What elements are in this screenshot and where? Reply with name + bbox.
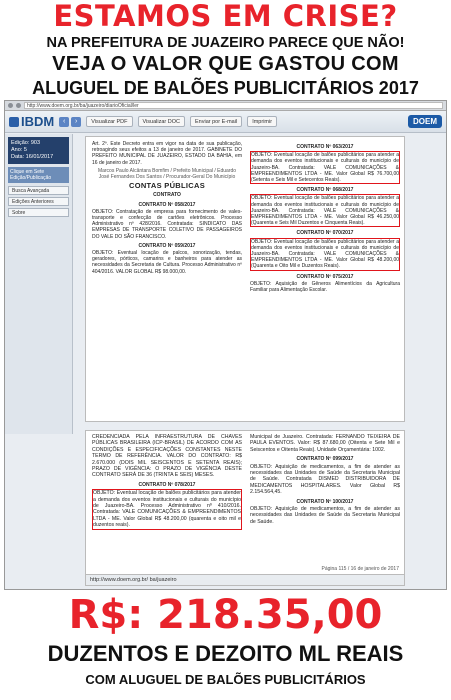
document-page-bottom [85,430,405,586]
sidebar-item-edicoes[interactable]: Edições Anteriores [8,197,69,206]
doc-column-left [92,434,242,530]
banner-line-3: ALUGUEL DE BALÕES PUBLICITÁRIOS 2017 [32,78,419,98]
page-info: Página 115 / 16 de janeiro de 2017 [321,566,399,572]
sidebar [5,134,73,434]
contract-text: OBJETO: Aquisição de medicamentos, a fim de atender as necessidades das Unidades de Saúde da Secretaria Municipal de Saúde. [250,506,400,525]
banner-line-1: NA PREFEITURA DE JUAZEIRO PARECE QUE NÃO! [46,35,405,51]
total-amount: R$: 218.35,00 [68,592,383,638]
highlighted-contract-text: OBJETO: Eventual locação de balões publicitários para atender a demanda dos eventos institucionais e culturais do município de Juazeiro-BA. Contratada: VALE COMUNICAÇÕES & EMPREENDIMENTOS LTDA - ME. Valor Global R$ 76.700,00 (Setenta e Seis Mil e Setecentos Reais). [251,152,399,184]
doc-column-right [250,141,400,293]
contract-text: OBJETO: Aquisição de Gêneros Alimentícios da Agricultura Familiar para Alimentação Escolar. [250,280,400,294]
highlighted-contract-text: OBJETO: Eventual locação de balões publicitários para atender a demanda dos eventos institucionais e culturais do município de Juazeiro-BA. Processo Administrativo nº 410/2016. Contratada: VALE COMUNICAÇÕES & EMPREENDIMENTOS LTDA - ME. Valor Global R$ 48.200,00 (quarenta e oito mil e duzentos reais). [93,490,241,529]
app-toolbar [5,111,446,133]
send-email-button[interactable]: Enviar por E-mail [190,116,242,127]
contract-title: CONTRATO Nº 099/2017 [296,456,354,463]
ibdm-logo-icon [9,117,19,127]
footer-caption: COM ALUGUEL DE BALÕES PUBLICITÁRIOS [85,672,366,687]
highlighted-contract-text: OBJETO: Eventual locação de balões publicitários para atender a demanda dos eventos institucionais e culturais do município de Juazeiro-BA. Contratada: VALE COMUNICAÇÕES & EMPREENDIMENTOS LTDA - ME. Valor Global R$ 48.200,00 (Quarenta e Oito Mil e Duzentos Reais). [251,238,399,270]
contract-title: CONTRATO Nº 070/2017 [296,230,354,237]
contract-title: CONTRATO Nº 059/2017 [138,242,196,249]
contract-title: CONTRATO Nº 078/2017 [138,481,196,488]
browser-url-bar [5,101,446,111]
doc-intro: Art. 2º. Este Decreto entra em vigor na data de sua publicação, retroagindo seus efeitos a 13 de janeiro de 2017. GABINETE DO PREFEITO MUNICIPAL DE JUAZEIRO, ESTADO DA BAHIA, em 16 de janeiro de 2017. [92,141,242,166]
prev-page-icon[interactable]: ‹ [59,117,69,127]
contract-title: CONTRATO Nº 075/2017 [296,273,354,280]
edition-box [8,137,69,164]
next-page-icon[interactable]: › [71,117,81,127]
contract-text: OBJETO: Eventual locação de palcos, sonorização, tendas, geradores, pórticos, camarins e banheiros para atender as necessidades da Secretaria de Cultura. Processo Administrativo nº 404/2016. VALOR GLOBAL R$ 98.000,00. [92,250,242,275]
headline: ESTAMOS EM CRISE? [53,0,398,33]
contract-title: CONTRATO Nº 063/2017 [296,144,354,150]
edition-number: Edição: 903 [11,140,41,146]
edition-year: Ano: 5 [11,147,27,153]
doc-text: Municipal de Juazeiro. Contratada: FERNANDO TEIXEIRA DE PAULA EVENTOS. Valor: R$ 87.680,00 (Oitenta e Sete Mil e Seiscentos e Oitenta Reais). Unidade Orçamentária: 1002. [250,434,400,453]
screenshot-panel [4,100,447,590]
section-subtitle: CONTRATO [153,192,181,199]
ibdm-logo-text: IBDM [21,114,55,129]
section-title: CONTAS PÚBLICAS [128,181,206,191]
sidebar-item-sobre[interactable]: Sobre [8,208,69,217]
contract-title: CONTRATO Nº 068/2017 [296,187,354,194]
view-doc-button[interactable]: Visualizar DOC [138,116,186,127]
contract-text: OBJETO: Aquisição de medicamentos, a fim de atender as necessidades das Unidades de Saúde da Secretaria Municipal de Saúde. Contratada DISMED DISTRIBUIDORA DE MEDICAMENTOS HOSPITALARES. Valor Global R$ 2.154.564,45. [250,463,400,496]
view-pdf-button[interactable]: Visualizar PDF [86,116,132,127]
viewer-body [5,134,446,590]
doc-signatures: Marcos Paulo Alcântara Bomfim / Prefeito Municipal / Eduardo José Fernandes Dos Santos / Procurador-Geral Do Município [97,167,237,181]
pager [59,117,81,127]
doc-column-right [250,434,400,525]
ibdm-logo [9,114,54,129]
edition-date: Data: 16/01/2017 [11,154,54,160]
doc-text: CREDENCIADA PELA INFRAESTRUTURA DE CHAVES PÚBLICAS BRASILEIRA (ICP-BRASIL) DE ACORDO COM AS CONDIÇÕES E ESPECIFICAÇÕES CONSTANTES NESTE TERMO DE REFERÊNCIA. VALOR DO CONTRATO: R$ 2.670.000 (DOIS MIL SEISCENTOS E SETENTA REAIS); PRAZO DE VIGÊNCIA: O PRAZO DE VIGÊNCIA DESTE CONTRATO SERÁ DE 36 (TRINTA E SEIS) MESES. [92,434,242,479]
contract-text: OBJETO: Contratação de empresa para fornecimento de vales-transporte e confecção de cartões eletrônicos. Processo Administrativo nº 428/2016. Contratada: SINDICATO DAS EMPRESAS DE TRANSPORTE COLETIVO DE PASSAGEIROS DO VALE DO SÃO FRANCISCO. [92,208,242,240]
amount-in-words: DUZENTOS E DEZOITO ML REAIS [47,641,404,666]
site-url-link[interactable]: http://www.doem.org.br/ ba/juazeiro [86,574,404,585]
doem-logo: DOEM [408,115,442,128]
print-button[interactable]: Imprimir [247,116,277,127]
contract-title: CONTRATO Nº 058/2017 [138,201,196,208]
back-icon[interactable] [8,103,13,108]
forward-icon[interactable] [16,103,21,108]
sidebar-item-busca[interactable]: Busca Avançada [8,186,69,195]
banner-line-2: VEJA O VALOR QUE GASTOU COM [52,53,399,75]
sidebar-header: Clique em Sete Edição/Publicação [8,167,69,183]
highlighted-contract-text: OBJETO: Eventual locação de balões publicitários para atender a demanda dos eventos institucionais e culturais do município de Juazeiro-BA. Contratada: VALE COMUNICAÇÕES & EMPREENDIMENTOS LTDA - ME. Valor Global R$ 46.250,00 (Quarenta e Seis Mil Duzentos e Cinquenta Reais). [251,195,399,227]
contract-title: CONTRATO Nº 100/2017 [296,498,354,505]
document-page-top [85,136,405,422]
url-input[interactable]: http://www.doem.org.br/ba/juazeiro/diarioOficial/ler [24,102,443,109]
doc-column-left [92,141,242,275]
